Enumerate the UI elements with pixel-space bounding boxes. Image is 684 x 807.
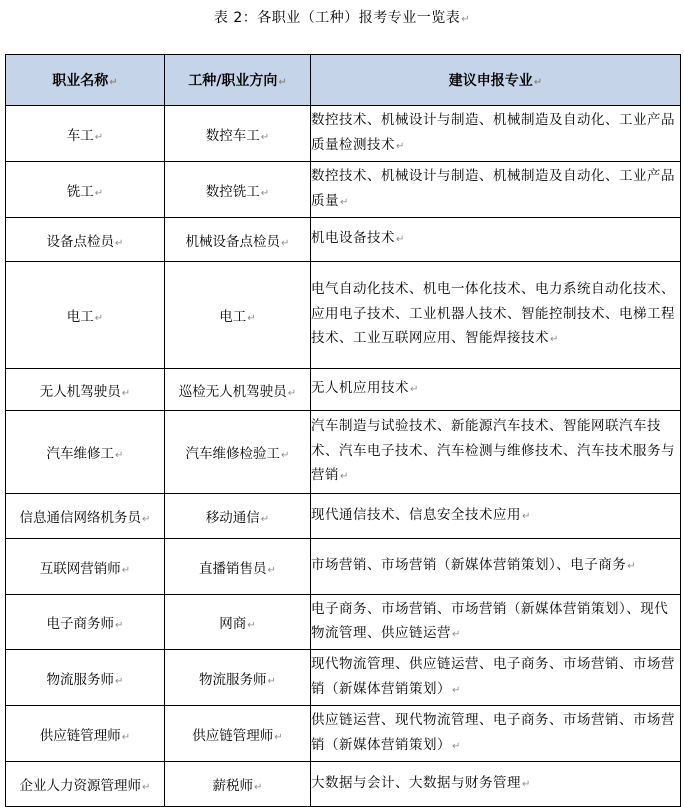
table-row [6, 411, 681, 494]
majors-cell: 现代物流管理、供应链运营、电子商务、市场营销、市场营销（新媒体营销策划）↵ [311, 650, 681, 706]
occupation-cell: 无人机驾驶员↵ [6, 369, 165, 411]
paragraph-mark-icon: ↵ [396, 234, 405, 246]
direction-cell: 巡检无人机驾驶员↵ [165, 369, 311, 411]
paragraph-mark-icon: ↵ [260, 187, 270, 199]
paragraph-mark-icon: ↵ [142, 514, 151, 525]
direction-cell: 电工↵ [165, 262, 311, 369]
header-occupation: 职业名称↵ [6, 55, 165, 106]
majors-cell: 电子商务、市场营销、市场营销（新媒体营销策划）、现代物流管理、供应链运营↵ [311, 595, 681, 650]
occupation-cell: 信息通信网络机务员↵ [6, 494, 165, 539]
direction-cell: 直播销售员↵ [165, 539, 311, 595]
table-row [6, 106, 681, 162]
direction-cell: 机械设备点检员↵ [165, 218, 311, 262]
table-row [6, 262, 681, 369]
paragraph-mark-icon: ↵ [142, 782, 151, 793]
direction-cell: 数控铣工↵ [165, 162, 311, 218]
direction-cell: 供应链管理师↵ [165, 706, 311, 762]
table-row [6, 706, 681, 762]
paragraph-mark-icon: ↵ [115, 450, 124, 461]
occupation-cell: 汽车维修工↵ [6, 411, 165, 494]
paragraph-mark-icon: ↵ [267, 564, 276, 576]
majors-cell: 大数据与会计、大数据与财务管理↵ [311, 762, 681, 807]
paragraph-mark-icon: ↵ [94, 131, 104, 143]
paragraph-mark-icon: ↵ [281, 450, 290, 461]
paragraph-mark-icon: ↵ [452, 684, 461, 696]
table-row [6, 162, 681, 218]
paragraph-mark-icon: ↵ [121, 564, 131, 576]
table-caption [0, 8, 684, 30]
occupation-cell: 电子商务师↵ [6, 595, 165, 650]
occupation-cell: 物流服务师↵ [6, 650, 165, 706]
direction-cell: 移动通信↵ [165, 494, 311, 539]
occupation-cell: 铣工↵ [6, 162, 165, 218]
paragraph-mark-icon: ↵ [247, 313, 256, 324]
paragraph-mark-icon: ↵ [452, 629, 461, 640]
occupation-cell: 电工↵ [6, 262, 165, 369]
paragraph-mark-icon: ↵ [115, 237, 124, 249]
majors-cell: 市场营销、市场营销（新媒体营销策划）、电子商务↵ [311, 539, 681, 595]
paragraph-mark-icon: ↵ [94, 187, 104, 199]
paragraph-mark-icon: ↵ [121, 731, 131, 743]
direction-cell: 汽车维修检验工↵ [165, 411, 311, 494]
majors-cell: 数控技术、机械设计与制造、机械制造及自动化、工业产品质量↵ [311, 162, 681, 218]
occupation-cell: 设备点检员↵ [6, 218, 165, 262]
occupation-cell: 互联网营销师↵ [6, 539, 165, 595]
table-row [6, 494, 681, 539]
header-majors: 建议申报专业↵ [311, 55, 681, 106]
table-row [6, 650, 681, 706]
paragraph-mark-icon: ↵ [260, 514, 270, 525]
paragraph-mark-icon: ↵ [627, 561, 637, 573]
paragraph-mark-icon: ↵ [533, 77, 543, 88]
majors-cell: 汽车制造与试验技术、新能源汽车技术、智能网联汽车技术、汽车电子技术、汽车检测与维修技术、汽车技术服务与营销↵ [311, 411, 681, 494]
table-row [6, 539, 681, 595]
paragraph-mark-icon: ↵ [340, 196, 349, 208]
majors-cell: 无人机应用技术↵ [311, 369, 681, 411]
paragraph-mark-icon: ↵ [115, 675, 124, 687]
table-row [6, 369, 681, 411]
paragraph-mark-icon: ↵ [522, 510, 531, 522]
paragraph-mark-icon: ↵ [281, 237, 290, 249]
caption-text: 表 2：各职业（工种）报考专业一览表 [213, 10, 461, 26]
majors-cell: 供应链运营、现代物流管理、电子商务、市场营销、市场营销（新媒体营销策划）↵ [311, 706, 681, 762]
paragraph-mark-icon: ↵ [461, 14, 471, 25]
paragraph-mark-icon: ↵ [550, 334, 559, 346]
direction-cell: 薪税师↵ [165, 762, 311, 807]
majors-cell: 现代通信技术、信息安全技术应用↵ [311, 494, 681, 539]
paragraph-mark-icon: ↵ [287, 387, 297, 399]
paragraph-mark-icon: ↵ [109, 77, 118, 88]
paragraph-mark-icon: ↵ [274, 731, 283, 743]
header-direction: 工种/职业方向↵ [165, 55, 311, 106]
paragraph-mark-icon: ↵ [121, 387, 131, 399]
majors-cell: 机电设备技术↵ [311, 218, 681, 262]
direction-cell: 数控车工↵ [165, 106, 311, 162]
paragraph-mark-icon: ↵ [247, 620, 256, 631]
paragraph-mark-icon: ↵ [115, 620, 124, 631]
direction-cell: 网商↵ [165, 595, 311, 650]
table-row [6, 595, 681, 650]
occupation-cell: 企业人力资源管理师↵ [6, 762, 165, 807]
paragraph-mark-icon: ↵ [278, 77, 287, 88]
paragraph-mark-icon: ↵ [396, 140, 405, 152]
paragraph-mark-icon: ↵ [254, 782, 263, 793]
majors-cell: 电气自动化技术、机电一体化技术、电力系统自动化技术、应用电子技术、工业机器人技术、智能控制技术、电梯工程技术、工业互联网应用、智能焊接技术↵ [311, 262, 681, 369]
paragraph-mark-icon: ↵ [340, 471, 349, 483]
occupation-cell: 供应链管理师↵ [6, 706, 165, 762]
paragraph-mark-icon: ↵ [267, 675, 276, 687]
paragraph-mark-icon: ↵ [410, 384, 419, 396]
table-header-row [6, 55, 681, 106]
direction-cell: 物流服务师↵ [165, 650, 311, 706]
majors-cell: 数控技术、机械设计与制造、机械制造及自动化、工业产品质量检测技术↵ [311, 106, 681, 162]
occupation-majors-table [5, 54, 681, 807]
paragraph-mark-icon: ↵ [522, 778, 531, 790]
paragraph-mark-icon: ↵ [260, 131, 270, 143]
table-row [6, 218, 681, 262]
occupation-cell: 车工↵ [6, 106, 165, 162]
table-row [6, 762, 681, 807]
paragraph-mark-icon: ↵ [452, 740, 461, 752]
paragraph-mark-icon: ↵ [94, 313, 104, 324]
